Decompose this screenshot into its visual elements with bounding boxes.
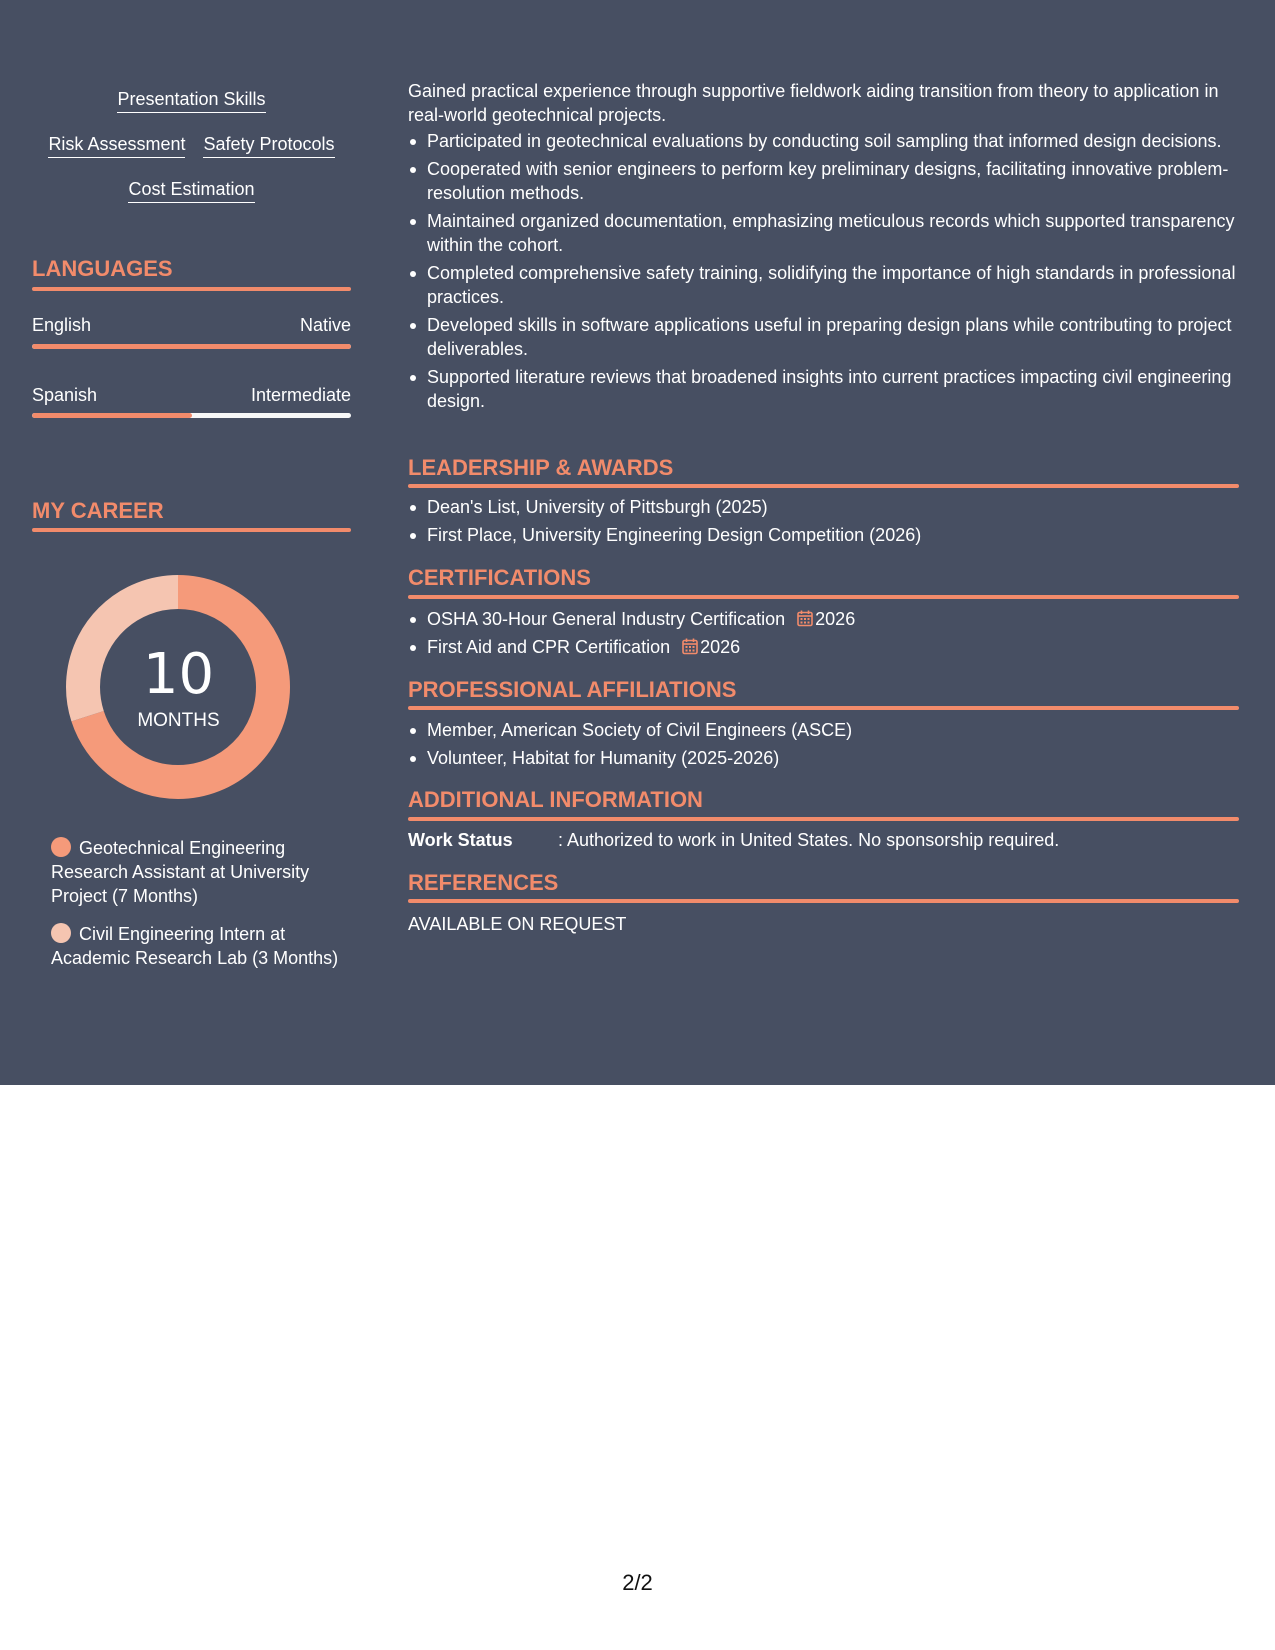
affiliations-title: PROFESSIONAL AFFILIATIONS	[408, 677, 737, 702]
references-rule	[408, 899, 1239, 903]
work-status	[408, 829, 1059, 851]
list-item: Dean's List, University of Pittsburgh (2025)	[408, 495, 1239, 519]
additional-rule	[408, 817, 1239, 821]
awards-rule	[408, 484, 1239, 488]
list-item: Participated in geotechnical evaluations by conducting soil sampling that informed design decisions.	[408, 129, 1239, 153]
career-title: MY CAREER	[32, 498, 164, 523]
certifications-title: CERTIFICATIONS	[408, 565, 591, 590]
list-item: Member, American Society of Civil Engineers (ASCE)	[408, 718, 1239, 742]
legend-dot	[51, 923, 71, 943]
languages-title: LANGUAGES	[32, 256, 173, 281]
language-name: Spanish	[32, 385, 98, 405]
language-bar-spanish	[32, 413, 351, 418]
references-text: AVAILABLE ON REQUEST	[408, 914, 627, 934]
legend-label: Civil Engineering Intern at Academic Research Lab (3 Months)	[51, 924, 339, 968]
skills-row-1	[32, 88, 351, 113]
language-english	[32, 314, 351, 336]
list-item: Supported literature reviews that broadened insights into current practices impacting civil engineering design.	[408, 365, 1239, 413]
page-number: 2/2	[622, 1570, 653, 1595]
list-item: Developed skills in software applications useful in preparing design plans while contributing to project deliverables.	[408, 313, 1239, 361]
career-legend-item	[51, 836, 351, 908]
skill-tag: Risk Assessment	[48, 133, 185, 158]
certification-year: 2026	[815, 609, 856, 629]
affiliations-list	[408, 718, 1239, 774]
career-legend-item	[51, 922, 351, 970]
certification-name: OSHA 30-Hour General Industry Certification	[427, 609, 786, 629]
list-item: Completed comprehensive safety training, solidifying the importance of high standards in professional practices.	[408, 261, 1239, 309]
language-fill	[32, 344, 351, 349]
calendar-icon	[797, 610, 813, 627]
certifications-list	[408, 607, 1239, 663]
skills-row-3	[32, 178, 351, 203]
language-level: Intermediate	[250, 385, 351, 405]
career-rule	[32, 528, 351, 532]
language-level: Native	[299, 315, 351, 335]
list-item: Cooperated with senior engineers to perform key preliminary designs, facilitating innovative problem-resolution methods.	[408, 157, 1239, 205]
awards-list	[408, 495, 1239, 551]
additional-title: ADDITIONAL INFORMATION	[408, 787, 703, 812]
calendar-icon	[682, 638, 698, 655]
list-item	[408, 607, 1239, 631]
experience-bullets	[408, 129, 1239, 417]
language-fill	[32, 413, 192, 418]
work-status-value: : Authorized to work in United States. No sponsorship required.	[558, 830, 1060, 850]
list-item: Volunteer, Habitat for Humanity (2025-2026)	[408, 746, 1239, 770]
skill-tag: Cost Estimation	[128, 178, 254, 203]
language-name: English	[32, 315, 92, 335]
certifications-rule	[408, 595, 1239, 599]
awards-title: LEADERSHIP & AWARDS	[408, 455, 674, 480]
career-total-unit: MONTHS	[137, 710, 220, 731]
skills-row-2	[32, 133, 351, 158]
work-status-label: Work Status	[408, 830, 513, 850]
legend-dot	[51, 837, 71, 857]
list-item: First Place, University Engineering Design Competition (2026)	[408, 523, 1239, 547]
career-total-number: 10	[142, 642, 215, 707]
list-item: Maintained organized documentation, emphasizing meticulous records which supported transparency within the cohort.	[408, 209, 1239, 257]
experience-intro: Gained practical experience through supportive fieldwork aiding transition from theory to application in real-world geotechnical projects.	[408, 81, 1219, 125]
language-spanish	[32, 384, 351, 406]
skill-tag: Safety Protocols	[203, 133, 334, 158]
languages-rule	[32, 287, 351, 291]
references-title: REFERENCES	[408, 870, 559, 895]
legend-label: Geotechnical Engineering Research Assistant at University Project (7 Months)	[51, 838, 310, 906]
certification-year: 2026	[700, 637, 741, 657]
skill-tag: Presentation Skills	[117, 88, 265, 113]
certification-name: First Aid and CPR Certification	[427, 637, 671, 657]
affiliations-rule	[408, 706, 1239, 710]
language-bar-english	[32, 344, 351, 349]
list-item	[408, 635, 1239, 659]
